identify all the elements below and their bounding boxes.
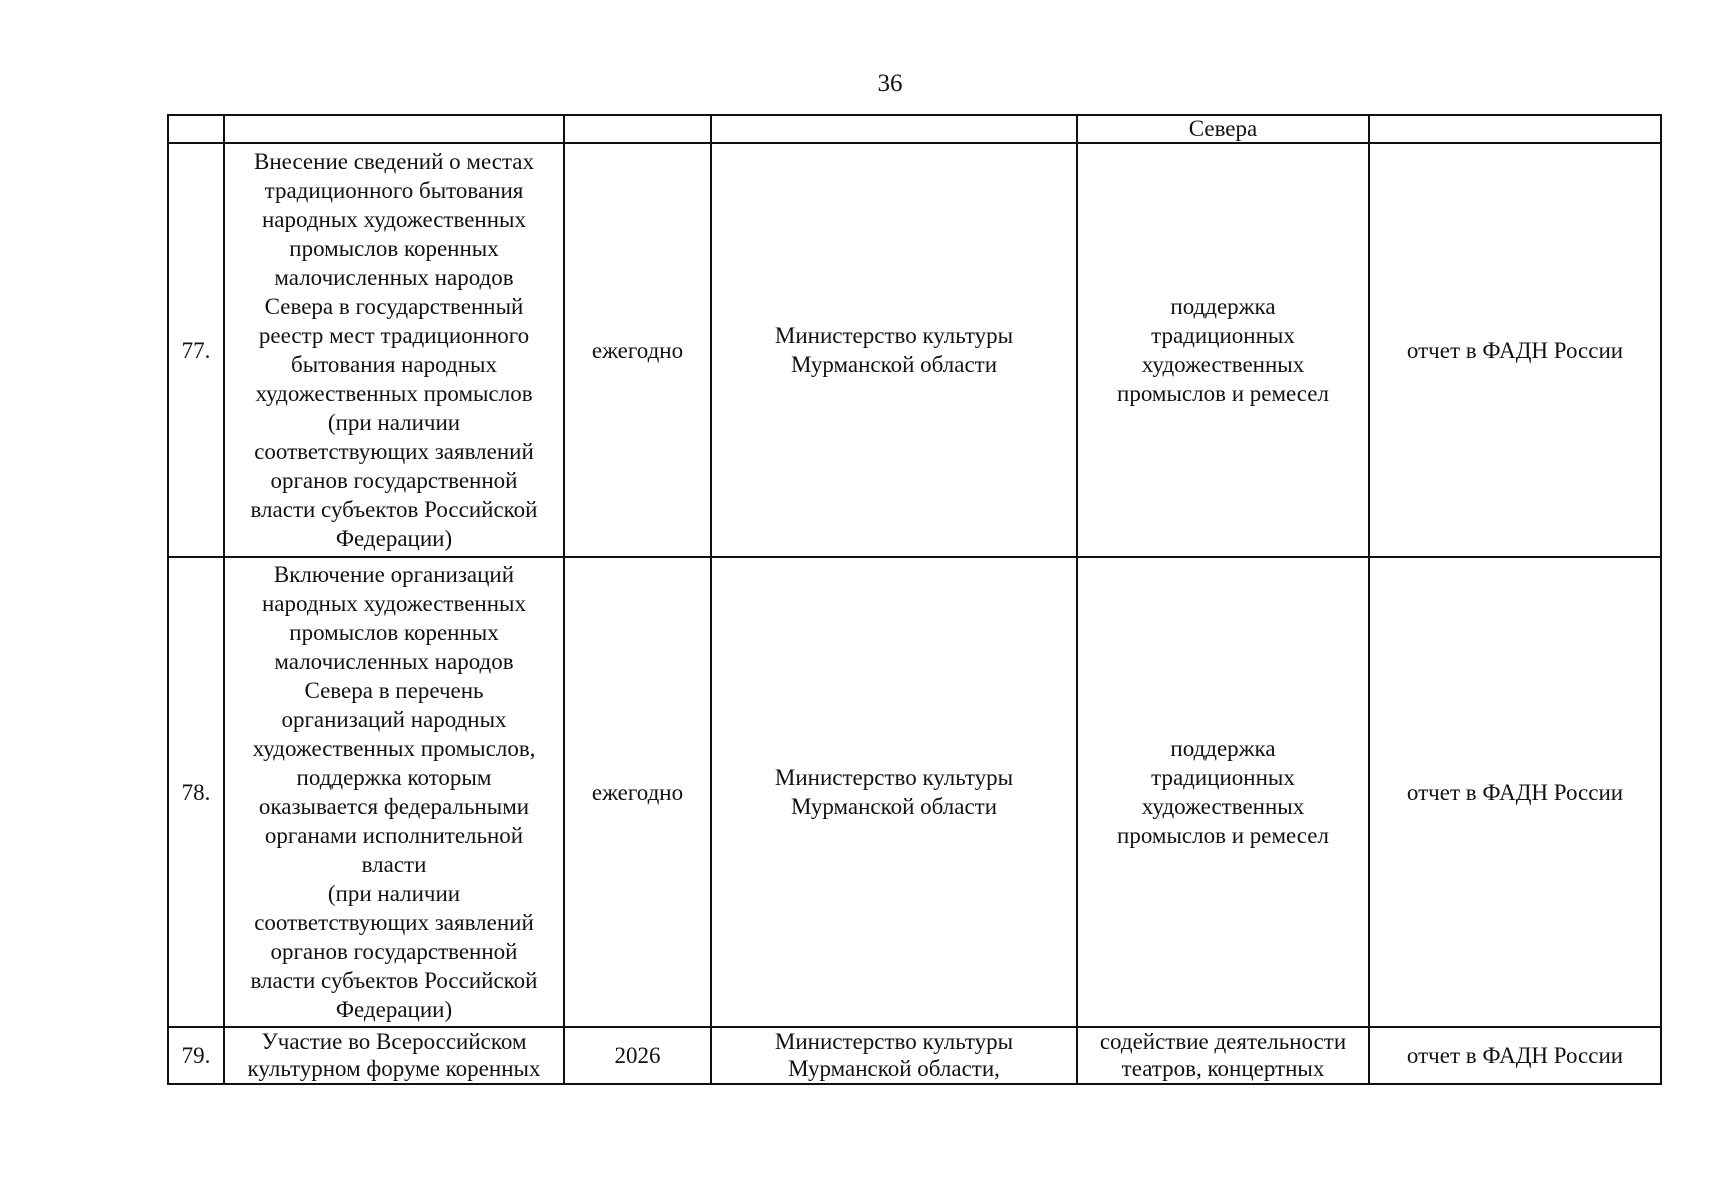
responsible-cell: Министерство культуры Мурманской области, — [711, 1027, 1077, 1084]
cell-result — [1369, 115, 1661, 143]
direction-cell: поддержка традиционных художественных промыслов и ремесел — [1077, 557, 1369, 1027]
deadline-cell: 2026 — [564, 1027, 711, 1084]
cell-responsible-tail: Севера — [1077, 115, 1369, 143]
plan-table — [167, 114, 1662, 1085]
cell-event — [224, 115, 564, 143]
result-cell: отчет в ФАДН России — [1369, 1027, 1661, 1084]
event-cell: Включение организаций народных художественных промыслов коренных малочисленных народов Севера в перечень организаций народных художественных промыслов, поддержка которым оказывается федеральными органами исполнительной власти (при наличии соответствующих заявлений органов государственной власти субъектов Российской Федерации) — [224, 557, 564, 1027]
event-cell: Участие во Всероссийском культурном форуме коренных — [224, 1027, 564, 1084]
table-row — [168, 1027, 1661, 1084]
deadline-cell: ежегодно — [564, 143, 711, 557]
direction-cell: содействие деятельности театров, концертных — [1077, 1027, 1369, 1084]
page-number: 36 — [877, 70, 903, 97]
responsible-cell: Министерство культуры Мурманской области — [711, 143, 1077, 557]
row-number: 77. — [168, 143, 224, 557]
deadline-cell: ежегодно — [564, 557, 711, 1027]
cell-responsible — [711, 115, 1077, 143]
result-cell: отчет в ФАДН России — [1369, 557, 1661, 1027]
row-number: 78. — [168, 557, 224, 1027]
event-cell: Внесение сведений о местах традиционного бытования народных художественных промыслов коренных малочисленных народов Севера в государственный реестр мест традиционного бытования народных художественных промыслов (при наличии соответствующих заявлений органов государственной власти субъектов Российской Федерации) — [224, 143, 564, 557]
table-row — [168, 143, 1661, 557]
continuation-row — [168, 115, 1661, 143]
cell-deadline — [564, 115, 711, 143]
result-cell: отчет в ФАДН России — [1369, 143, 1661, 557]
row-number: 79. — [168, 1027, 224, 1084]
responsible-cell: Министерство культуры Мурманской области — [711, 557, 1077, 1027]
direction-cell: поддержка традиционных художественных промыслов и ремесел — [1077, 143, 1369, 557]
table-row — [168, 557, 1661, 1027]
cell-num — [168, 115, 224, 143]
